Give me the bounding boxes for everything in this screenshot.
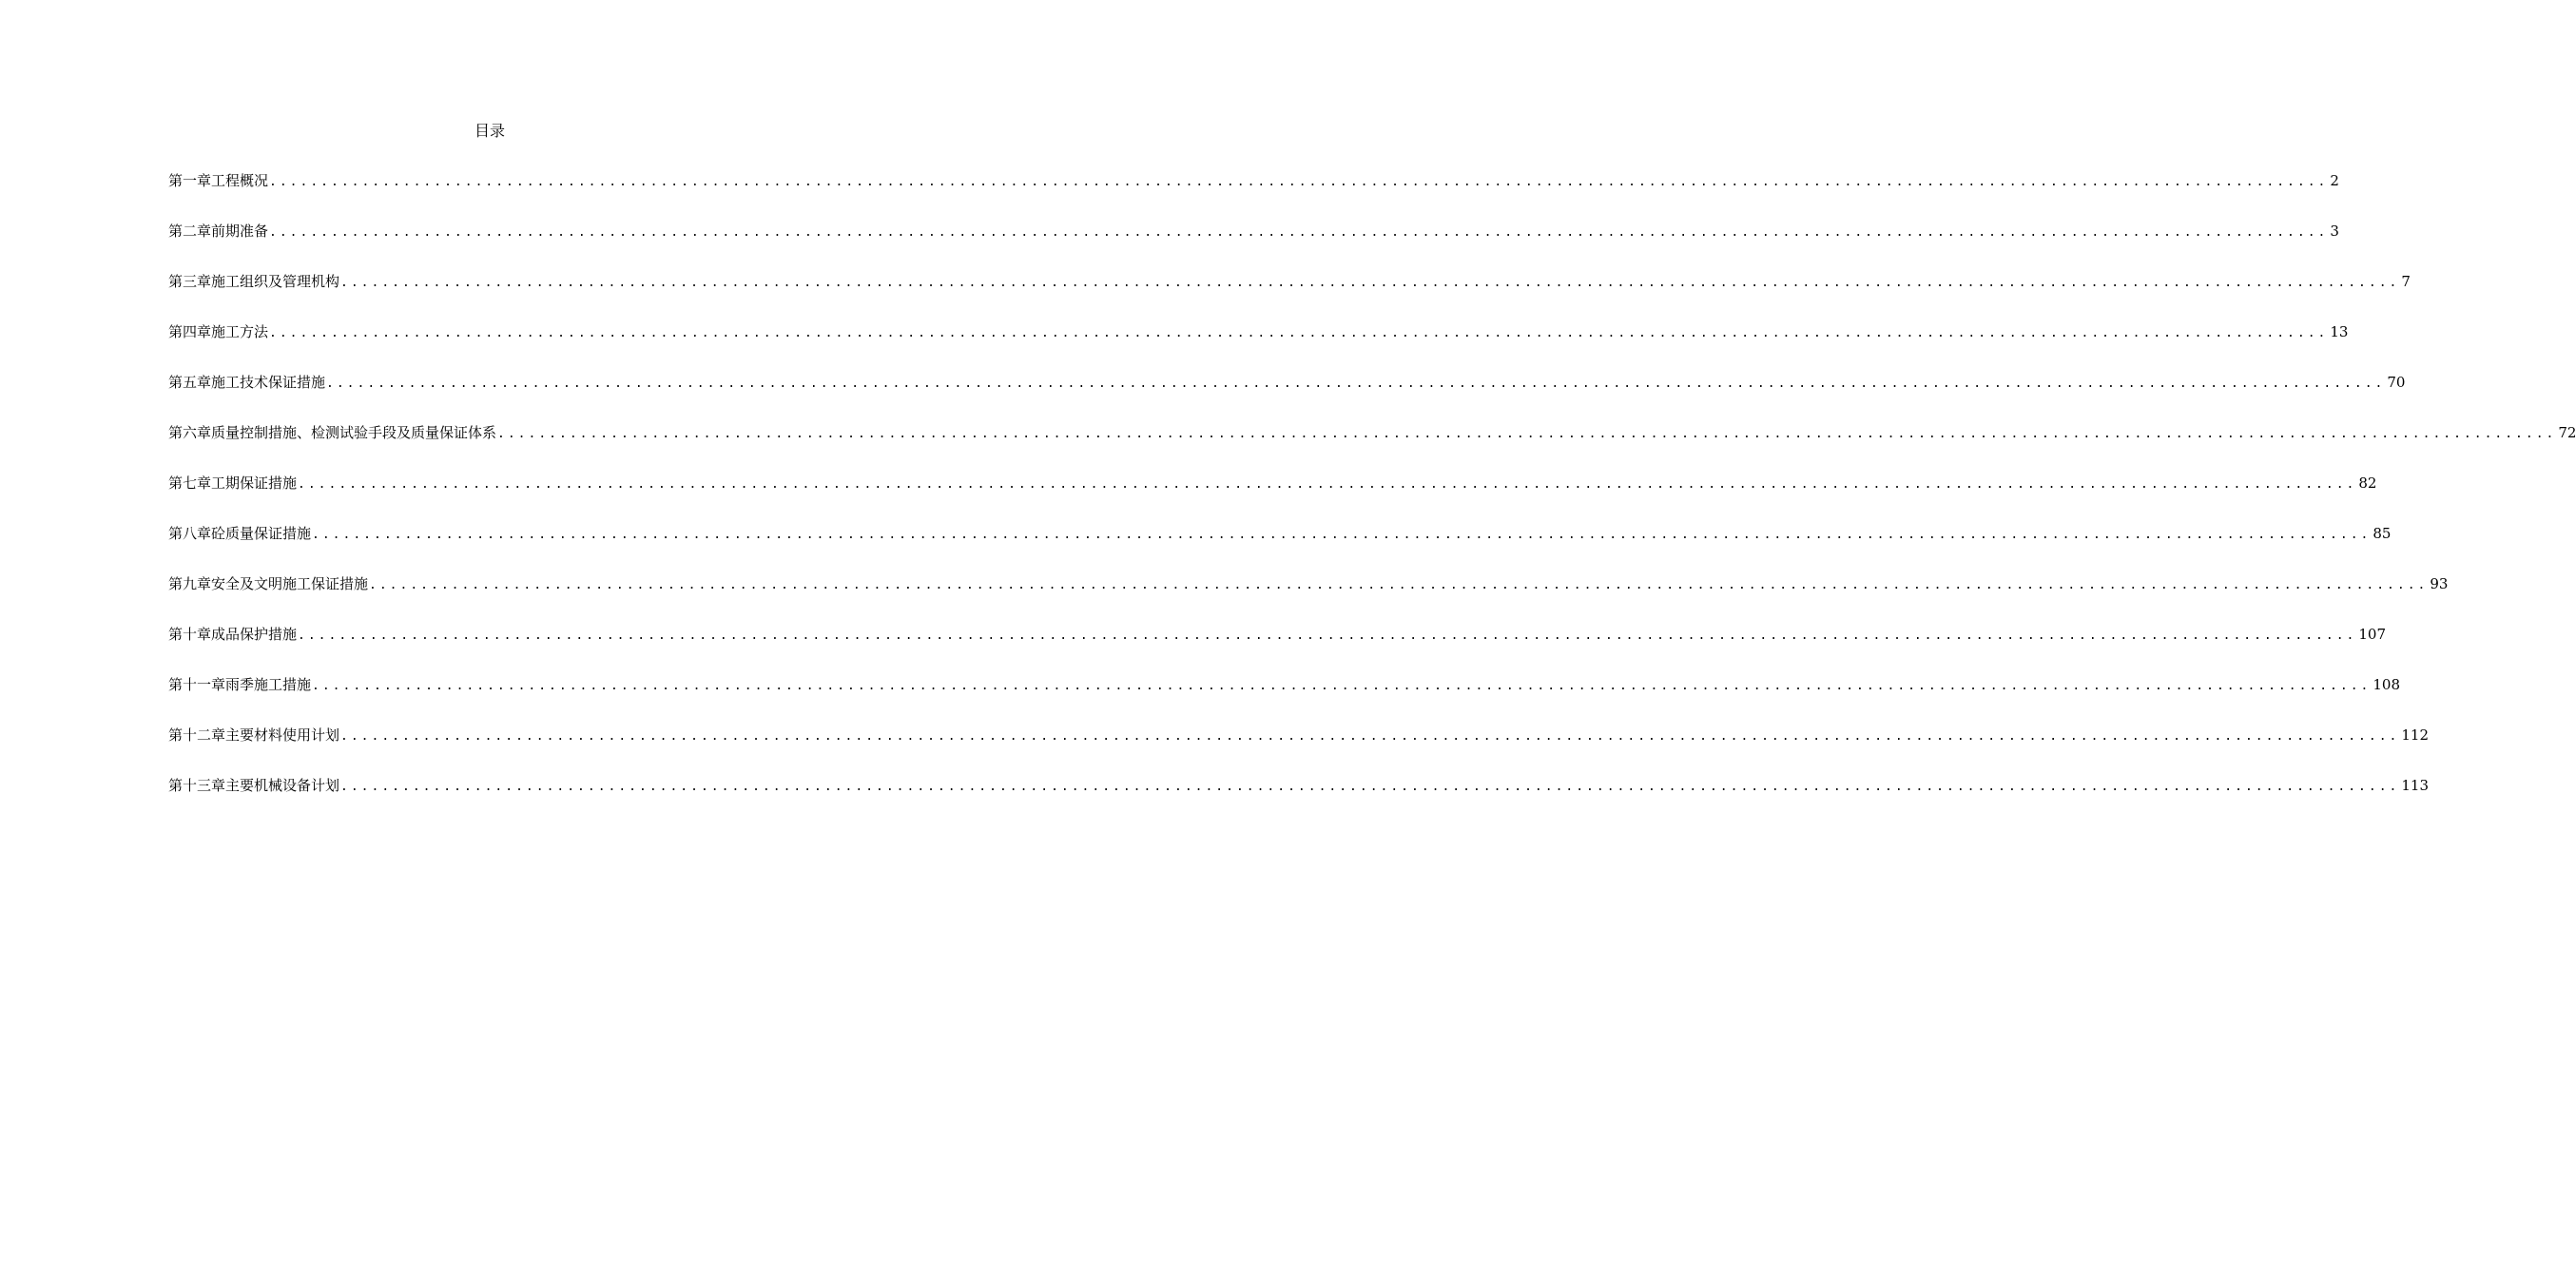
toc-entry[interactable] xyxy=(168,772,2430,823)
toc-chapter-label: 第四章 xyxy=(168,323,212,340)
toc-entry[interactable] xyxy=(168,520,2392,571)
toc-dot-leader: ........................................................................................................................................................................................................ xyxy=(312,679,2372,693)
toc-chapter-label: 第七章 xyxy=(168,474,212,492)
toc-heading: 主要材料使用计划 xyxy=(225,726,340,744)
toc-chapter-label: 第十二章 xyxy=(168,726,226,744)
toc-title: 目录 xyxy=(474,122,505,140)
toc-chapter-label: 第二章 xyxy=(168,223,212,240)
toc-entry[interactable] xyxy=(168,722,2430,772)
toc-dot-leader: ........................................................................................................................................................................................................ xyxy=(269,326,2329,340)
toc-dot-leader: ........................................................................................................................................................................................................ xyxy=(269,225,2329,240)
toc-entry[interactable] xyxy=(168,167,2339,218)
toc-entry[interactable] xyxy=(168,218,2339,268)
toc-dot-leader: ........................................................................................................................................................................................................ xyxy=(340,780,2400,794)
toc-chapter-label: 第十章 xyxy=(168,626,212,643)
toc-entry[interactable] xyxy=(168,621,2387,671)
toc-heading: 施工组织及管理机构 xyxy=(211,273,340,290)
toc-page-number: 108 xyxy=(2373,676,2401,693)
toc-heading: 雨季施工措施 xyxy=(225,676,312,693)
toc-heading: 砼质量保证措施 xyxy=(211,525,312,542)
toc-chapter-label: 第十一章 xyxy=(168,676,226,693)
toc-page-number: 7 xyxy=(2401,273,2411,290)
toc-entry[interactable] xyxy=(168,419,2576,470)
toc-dot-leader: ........................................................................................................................................................................................................ xyxy=(326,377,2386,391)
toc-entry[interactable] xyxy=(168,319,2349,369)
toc-entry[interactable] xyxy=(168,571,2449,621)
toc-heading: 安全及文明施工保证措施 xyxy=(211,575,369,592)
toc-list xyxy=(168,167,2576,823)
toc-page-number: 85 xyxy=(2373,525,2392,542)
toc-page-number: 2 xyxy=(2330,172,2339,189)
toc-chapter-label: 第一章 xyxy=(168,172,212,189)
toc-chapter-label: 第九章 xyxy=(168,575,212,592)
toc-chapter-label: 第五章 xyxy=(168,374,212,391)
toc-entry[interactable] xyxy=(168,671,2401,722)
toc-page-number: 107 xyxy=(2358,626,2387,643)
toc-entry[interactable] xyxy=(168,369,2406,419)
toc-chapter-label: 第十三章 xyxy=(168,777,226,794)
toc-dot-leader: ........................................................................................................................................................................................................ xyxy=(298,477,2357,492)
toc-heading: 主要机械设备计划 xyxy=(225,777,340,794)
toc-dot-leader: ........................................................................................................................................................................................................ xyxy=(497,427,2557,441)
toc-entry[interactable] xyxy=(168,268,2411,319)
toc-heading: 施工技术保证措施 xyxy=(211,374,326,391)
toc-chapter-label: 第六章 xyxy=(168,424,212,441)
toc-dot-leader: ........................................................................................................................................................................................................ xyxy=(269,175,2329,189)
toc-dot-leader: ........................................................................................................................................................................................................ xyxy=(369,578,2429,592)
toc-dot-leader: ........................................................................................................................................................................................................ xyxy=(312,528,2372,542)
toc-page-number: 93 xyxy=(2430,575,2449,592)
toc-dot-leader: ........................................................................................................................................................................................................ xyxy=(298,629,2357,643)
toc-chapter-label: 第三章 xyxy=(168,273,212,290)
toc-entry[interactable] xyxy=(168,470,2377,520)
toc-page-number: 70 xyxy=(2387,374,2406,391)
toc-page-number: 13 xyxy=(2330,323,2349,340)
toc-page-number: 72 xyxy=(2558,424,2576,441)
toc-dot-leader: ........................................................................................................................................................................................................ xyxy=(340,276,2400,290)
toc-page-number: 3 xyxy=(2330,223,2339,240)
toc-heading: 工期保证措施 xyxy=(211,474,298,492)
toc-dot-leader: ........................................................................................................................................................................................................ xyxy=(340,729,2400,744)
toc-page-number: 113 xyxy=(2401,777,2430,794)
toc-heading: 成品保护措施 xyxy=(211,626,298,643)
toc-heading: 施工方法 xyxy=(211,323,269,340)
toc-page-number: 112 xyxy=(2401,726,2430,744)
toc-heading: 工程概况 xyxy=(211,172,269,189)
toc-heading: 质量控制措施、检测试验手段及质量保证体系 xyxy=(211,424,497,441)
toc-page-number: 82 xyxy=(2358,474,2377,492)
toc-chapter-label: 第八章 xyxy=(168,525,212,542)
toc-heading: 前期准备 xyxy=(211,223,269,240)
